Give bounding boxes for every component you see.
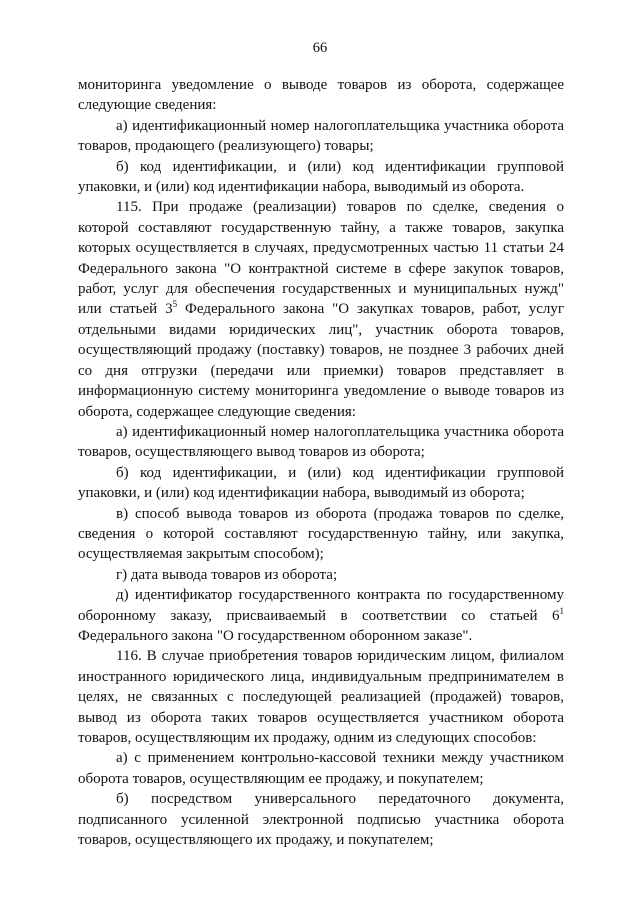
document-body xyxy=(78,75,564,850)
paragraph-116-item-a: а) с применением контрольно-кассовой техники между участником оборота товаров, осуществляющим ее продажу, и покупателем; xyxy=(78,750,564,787)
paragraph-115-item-d-text-after: Федерального закона "О государственном оборонном заказе". xyxy=(78,627,473,644)
superscript-5: 5 xyxy=(172,299,178,310)
paragraph-item-b: б) код идентификации, и (или) код идентификации групповой упаковки, и (или) код идентификации набора, выводимый из оборота. xyxy=(78,158,564,196)
paragraph-continuation: мониторинга уведомление о выводе товаров из оборота, содержащее следующие сведения: xyxy=(78,77,564,114)
paragraph-115 xyxy=(78,197,564,421)
paragraph-115-text-after: Федерального закона "О закупках товаров, работ, услуг отдельными видами юридических лиц", участник оборота товаров, осуществляющий продажу (поставку) товаров, не позднее 3 рабочих дней со дня отгрузки (передачи или приемки) товаров представляет в информационную систему мониторинга уведомление о выводе товаров из оборота, содержащее следующие сведения: xyxy=(78,301,564,420)
superscript-1: 1 xyxy=(559,605,564,616)
paragraph-115-item-d xyxy=(78,585,564,646)
page-number: 66 xyxy=(312,40,328,56)
paragraph-item-a: а) идентификационный номер налогоплательщика участника оборота товаров, продающего (реализующего) товары; xyxy=(78,117,564,155)
paragraph-116-item-b: б) посредством универсального передаточного документа, подписанного усиленной электронной подписью участника оборота товаров, осуществляющего их продажу, и покупателем; xyxy=(78,791,564,849)
paragraph-115-item-a: а) идентификационный номер налогоплательщика участника оборота товаров, осуществляющего вывод товаров из оборота; xyxy=(78,423,564,461)
paragraph-115-item-b: б) код идентификации, и (или) код идентификации групповой упаковки, и (или) код идентификации набора, выводимый из оборота; xyxy=(78,464,564,502)
paragraph-115-item-v: в) способ вывода товаров из оборота (продажа товаров по сделке, сведения о которой составляют государственную тайну, или закупка, осуществляемая закрытым способом); xyxy=(78,505,564,563)
paragraph-115-item-d-text: д) идентификатор государственного контракта по государственному оборонному заказу, присваиваемый в соответствии со статьей 6 xyxy=(78,587,564,624)
paragraph-116: 116. В случае приобретения товаров юридическим лицом, филиалом иностранного юридического лица, индивидуальным предпринимателем в целях, не связанных с последующей реализацией (продажей) товаров, вывод из оборота таких товаров осуществляется участником оборота товаров, осуществляющим их продажу, одним из следующих способов: xyxy=(78,648,564,746)
paragraph-115-item-g: г) дата вывода товаров из оборота; xyxy=(116,566,338,583)
paragraph-115-text: 115. При продаже (реализации) товаров по сделке, сведения о которой составляют государственную тайну, а также товаров, закупка которых осуществляется в случаях, предусмотренных частью 11 статьи 24 Федерального закона "О контрактной системе в сфере закупок товаров, работ, услуг для обеспечения государственных и муниципальных нужд" или статьей 3 xyxy=(78,199,564,318)
